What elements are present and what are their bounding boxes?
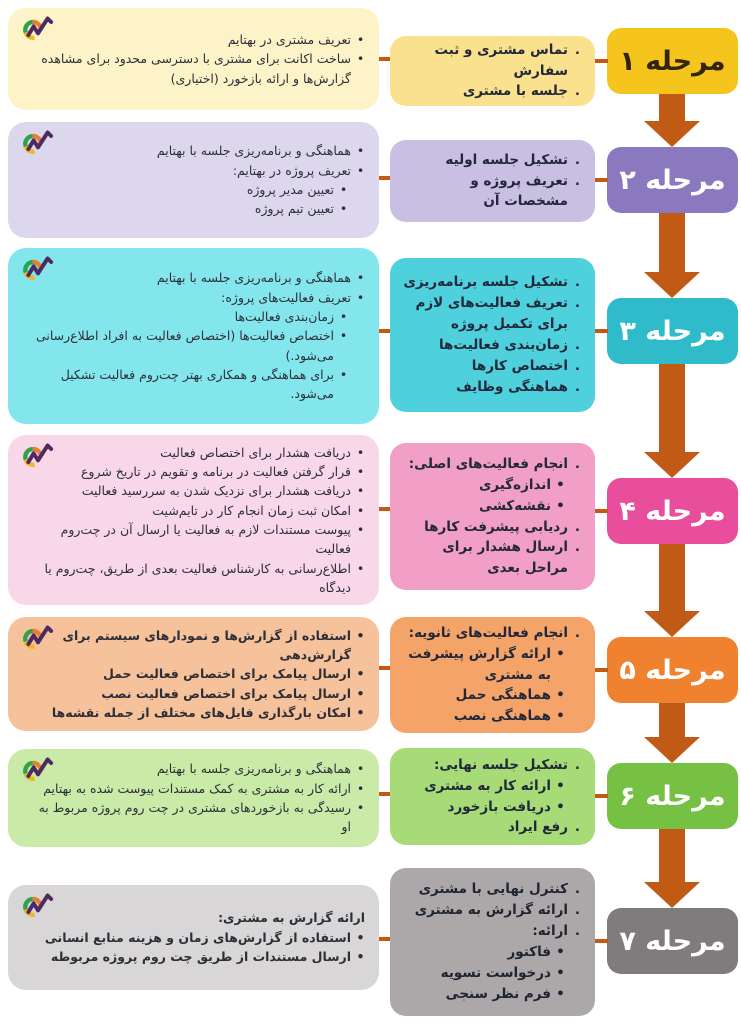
detail-line	[26, 161, 365, 180]
bullet-marker: •	[556, 985, 565, 1002]
line-text: هماهنگی و برنامه‌ریزی جلسه با بهتایم	[156, 143, 351, 159]
detail-line	[26, 30, 365, 49]
line-text: رسیدگی به بازخوردهای مشتری در چت روم پروژه مربوط به او	[38, 800, 351, 835]
bullet-marker: •	[356, 289, 365, 305]
bullet-marker: •	[556, 687, 565, 704]
stage-5-badge: مرحله ۵	[607, 637, 738, 703]
detail-line	[26, 520, 365, 559]
line-text: دریافت هشدار برای اختصاص فعالیت	[160, 444, 351, 460]
line-text: پیوست مستندات لازم به فعالیت یا ارسال آن در چت‌روم فعالیت	[60, 522, 351, 557]
bullet-marker: .	[574, 41, 581, 58]
line-text: ارائه کار به مشتری به کمک مستندات پیوست شده به بهتایم	[43, 780, 351, 796]
line-text: تعیین تیم پروژه	[254, 201, 334, 217]
line-text: دریافت بازخورد	[447, 798, 551, 815]
line-text: جلسه با مشتری	[462, 83, 568, 100]
stage-4-detail-box	[8, 435, 379, 605]
summary-line	[403, 685, 582, 706]
line-text: تشکیل جلسه نهایی:	[434, 756, 568, 773]
line-text: دریافت هشدار برای نزدیک شدن به سررسید فعالیت	[81, 483, 351, 499]
detail-line	[26, 268, 365, 287]
bullet-marker: •	[556, 708, 565, 725]
line-text: برای هماهنگی و همکاری بهتر چت‌روم فعالیت تشکیل می‌شود.	[60, 367, 334, 402]
behtime-logo-icon	[20, 129, 56, 157]
down-arrow-icon	[659, 364, 685, 453]
summary-line	[403, 817, 582, 838]
line-text: ارائه گزارش پیشرفت به مشتری	[408, 645, 551, 683]
bullet-marker: •	[356, 666, 365, 682]
bullet-marker: •	[356, 51, 365, 67]
line-text: ارسال پیامک برای اختصاص فعالیت نصب	[101, 685, 351, 701]
stage-2-summary-box	[390, 140, 595, 222]
down-arrow-icon	[659, 544, 685, 612]
bullet-marker: .	[574, 274, 581, 291]
bullet-marker: •	[339, 367, 348, 383]
detail-line	[26, 180, 365, 199]
bullet-marker: •	[356, 761, 365, 777]
summary-line	[403, 879, 582, 900]
line-text: امکان ثبت زمان انجام کار در تایم‌شیت	[152, 502, 351, 518]
bullet-marker: .	[574, 378, 581, 395]
line-text: ارائه گزارش به مشتری:	[218, 910, 365, 926]
summary-line	[403, 644, 582, 686]
bullet-marker: .	[574, 357, 581, 374]
stage-7-summary-box	[390, 868, 595, 1016]
bullet-marker: •	[356, 162, 365, 178]
line-text: هماهنگی نصب	[453, 708, 551, 725]
detail-line	[26, 626, 365, 665]
detail-line	[26, 462, 365, 481]
line-text: ارائه:	[532, 923, 568, 940]
summary-line	[403, 921, 582, 942]
detail-line	[26, 501, 365, 520]
bullet-marker: •	[356, 560, 365, 576]
stage-1-summary-box	[390, 36, 595, 106]
summary-line	[403, 900, 582, 921]
detail-line	[26, 759, 365, 778]
summary-line	[403, 81, 582, 102]
stage-1-detail-box	[8, 8, 379, 110]
bullet-marker: •	[356, 522, 365, 537]
line-text: تماس مشتری و ثبت سفارش	[434, 41, 568, 79]
summary-line	[403, 150, 582, 171]
stage-5-summary-box	[390, 617, 595, 733]
bullet-marker: •	[356, 780, 365, 796]
bullet-marker: .	[574, 881, 581, 898]
bullet-marker: •	[356, 31, 365, 47]
detail-line	[26, 928, 365, 947]
detail-line	[26, 141, 365, 160]
bullet-marker: •	[356, 685, 365, 701]
detail-line	[26, 779, 365, 798]
bullet-marker: •	[556, 645, 565, 662]
summary-line	[403, 942, 582, 963]
behtime-logo-icon	[20, 892, 56, 920]
summary-line	[403, 755, 582, 776]
stage-2-detail-box	[8, 122, 379, 238]
stage-7-badge: مرحله ۷	[607, 908, 738, 974]
line-text: تعریف فعالیت‌های پروژه:	[221, 289, 351, 305]
line-text: اختصاص کارها	[471, 357, 568, 374]
bullet-marker: •	[356, 929, 365, 945]
summary-line	[403, 377, 582, 398]
summary-line	[403, 293, 582, 335]
detail-line	[26, 326, 365, 365]
detail-line	[26, 947, 365, 966]
detail-line	[26, 49, 365, 88]
line-text: استفاده از گزارش‌ها و نمودارهای سیستم برای گزارش‌دهی	[62, 627, 351, 662]
line-text: زمان‌بندی فعالیت‌ها	[438, 337, 568, 353]
detail-line	[26, 199, 365, 218]
stage-1-badge: مرحله ۱	[607, 28, 738, 94]
bullet-marker: •	[356, 463, 365, 479]
bullet-marker: •	[356, 627, 365, 643]
bullet-marker: .	[574, 819, 581, 836]
bullet-marker: •	[556, 476, 565, 493]
line-text: ردیابی پیشرفت کارها	[424, 518, 568, 535]
bullet-marker: .	[574, 902, 581, 919]
bullet-marker: •	[356, 800, 365, 815]
line-text: تعریف فعالیت‌های لازم برای تکمیل پروژه	[415, 295, 568, 333]
down-arrow-icon	[659, 213, 685, 273]
summary-line	[403, 963, 582, 984]
summary-line	[403, 984, 582, 1005]
line-text: اندازه‌گیری	[479, 476, 551, 493]
line-text: ارائه گزارش به مشتری	[414, 902, 568, 919]
bullet-marker: •	[556, 944, 565, 960]
behtime-logo-icon	[20, 15, 56, 43]
line-text: تعیین مدیر پروژه	[246, 182, 334, 197]
line-text: درخواست تسویه	[440, 964, 551, 981]
line-text: ارسال هشدار برای مراحل بعدی	[442, 539, 568, 577]
line-text: فاکتور	[507, 944, 551, 960]
summary-line	[403, 335, 582, 356]
bullet-marker: .	[574, 151, 581, 168]
stage-7-detail-box	[8, 885, 379, 990]
detail-line	[26, 365, 365, 404]
detail-line	[26, 481, 365, 500]
stage-2-badge: مرحله ۲	[607, 147, 738, 213]
line-text: انجام فعالیت‌های اصلی:	[408, 455, 568, 472]
line-text: تشکیل جلسه برنامه‌ریزی	[403, 274, 568, 291]
summary-line	[403, 171, 582, 213]
summary-line	[403, 797, 582, 818]
bullet-marker: •	[356, 949, 365, 965]
summary-line	[403, 706, 582, 727]
summary-line	[403, 356, 582, 377]
summary-line	[403, 776, 582, 797]
line-text: هماهنگی و برنامه‌ریزی جلسه با بهتایم	[156, 761, 351, 777]
summary-line	[403, 517, 582, 538]
detail-line	[26, 559, 365, 598]
down-arrow-icon	[659, 94, 685, 122]
bullet-marker: .	[574, 923, 581, 940]
down-arrow-icon	[659, 703, 685, 738]
detail-line	[26, 288, 365, 307]
detail-line	[26, 908, 365, 927]
behtime-logo-icon	[20, 442, 56, 470]
detail-line	[26, 703, 365, 722]
stage-4-badge: مرحله ۴	[607, 478, 738, 544]
bullet-marker: •	[356, 483, 365, 499]
stage-6-summary-box	[390, 748, 595, 845]
summary-line	[403, 475, 582, 496]
line-text: هماهنگی وظایف	[456, 378, 568, 395]
stage-3-detail-box	[8, 248, 379, 424]
summary-line	[403, 454, 582, 475]
line-text: تعریف پروژه در بهتایم:	[232, 162, 351, 178]
stage-5-detail-box	[8, 617, 379, 731]
line-text: امکان بارگذاری فایل‌های مختلف از جمله نقشه‌ها	[51, 705, 351, 721]
stage-6-badge: مرحله ۶	[607, 763, 738, 829]
line-text: انجام فعالیت‌های ثانویه:	[408, 624, 568, 641]
stage-3-summary-box	[390, 258, 595, 412]
line-text: هماهنگی حمل	[455, 687, 551, 704]
line-text: فرم نظر سنجی	[445, 985, 551, 1002]
line-text: نقشه‌کشی	[479, 497, 551, 514]
line-text: تعریف مشتری در بهتایم	[227, 31, 351, 47]
detail-line	[26, 307, 365, 326]
bullet-marker: •	[356, 143, 365, 159]
line-text: قرار گرفتن فعالیت در برنامه و تقویم در تاریخ شروع	[80, 463, 351, 479]
line-text: رفع ایراد	[507, 819, 568, 836]
stage-3-badge: مرحله ۳	[607, 298, 738, 364]
summary-line	[403, 40, 582, 82]
bullet-marker: •	[339, 328, 348, 344]
line-text: اطلاع‌رسانی به کارشناس فعالیت بعدی از طریق، چت‌روم یا دیدگاه	[44, 560, 351, 596]
summary-line	[403, 623, 582, 644]
behtime-logo-icon	[20, 624, 56, 652]
stage-6-detail-box	[8, 749, 379, 847]
behtime-logo-icon	[20, 756, 56, 784]
line-text: هماهنگی و برنامه‌ریزی جلسه با بهتایم	[156, 270, 351, 286]
bullet-marker: .	[574, 624, 581, 641]
line-text: اختصاص فعالیت‌ها (اختصاص فعالیت به افراد اطلاع‌رسانی می‌شود.)	[35, 328, 334, 363]
bullet-marker: .	[574, 455, 581, 472]
bullet-marker: •	[556, 964, 565, 981]
bullet-marker: .	[574, 518, 581, 535]
line-text: ارسال مستندات از طریق چت روم پروژه مربوطه	[50, 949, 351, 965]
detail-line	[26, 664, 365, 683]
bullet-marker: .	[574, 539, 581, 556]
summary-line	[403, 496, 582, 517]
bullet-marker: .	[574, 337, 581, 353]
summary-line	[403, 272, 582, 293]
line-text: تشکیل جلسه اولیه	[445, 151, 568, 168]
detail-line	[26, 798, 365, 837]
line-text: کنترل نهایی با مشتری	[418, 881, 568, 898]
down-arrow-icon	[659, 829, 685, 883]
detail-line	[26, 684, 365, 703]
stage-4-summary-box	[390, 443, 595, 590]
summary-line	[403, 537, 582, 579]
bullet-marker: .	[574, 172, 581, 189]
bullet-marker: •	[356, 502, 365, 518]
line-text: استفاده از گزارش‌های زمان و هزینه منابع انسانی	[44, 929, 351, 945]
bullet-marker: •	[356, 705, 365, 721]
bullet-marker: .	[574, 756, 581, 773]
bullet-marker: .	[574, 295, 581, 312]
behtime-logo-icon	[20, 255, 56, 283]
bullet-marker: .	[574, 83, 581, 100]
bullet-marker: •	[556, 777, 565, 794]
line-text: ارائه کار به مشتری	[424, 777, 551, 794]
bullet-marker: •	[339, 308, 348, 324]
line-text: ساخت اکانت برای مشتری با دسترسی محدود برای مشاهده گزارش‌ها و ارائه بازخورد (اختیاری)	[41, 51, 351, 86]
line-text: تعریف پروژه و مشخصات آن	[470, 172, 568, 210]
line-text: زمان‌بندی فعالیت‌ها	[234, 308, 334, 324]
detail-line	[26, 443, 365, 462]
bullet-marker: •	[556, 497, 565, 514]
bullet-marker: •	[556, 798, 565, 815]
line-text: ارسال پیامک برای اختصاص فعالیت حمل	[102, 666, 351, 682]
bullet-marker: •	[339, 201, 348, 217]
bullet-marker: •	[356, 270, 365, 286]
bullet-marker: •	[356, 444, 365, 460]
bullet-marker: •	[339, 182, 348, 197]
